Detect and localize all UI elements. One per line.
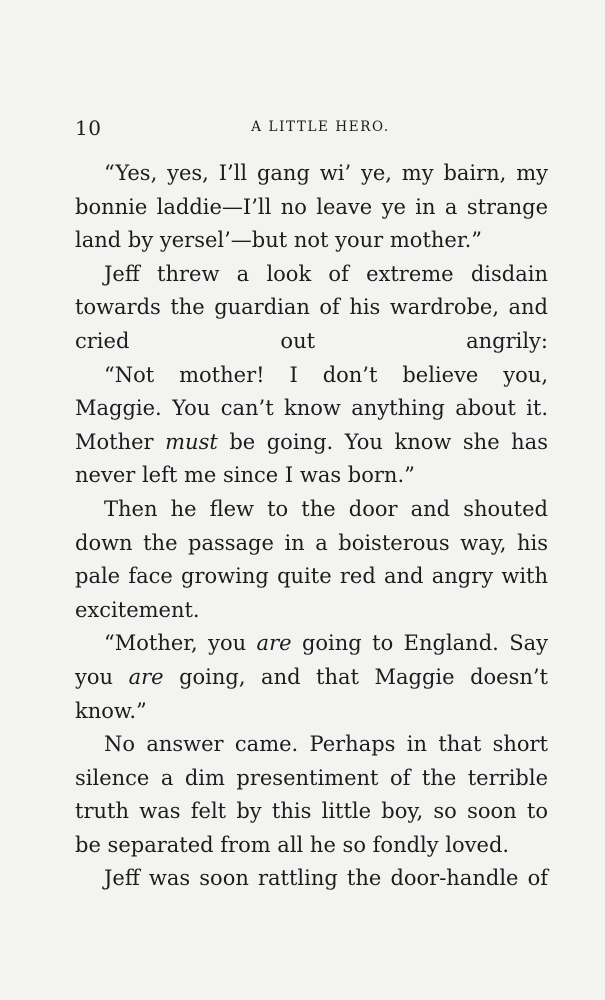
running-title: A LITTLE HERO.	[251, 119, 390, 135]
italic-emphasis: are	[128, 664, 164, 689]
text-segment: “Yes, yes, I’ll gang wi’ ye, my bairn, my bonnie laddie—I’ll no leave ye in a strange land by yersel’—but not your mother.”	[75, 161, 548, 253]
text-segment: going, and that Maggie doesn’t know.”	[75, 664, 548, 723]
italic-emphasis: must	[165, 429, 218, 454]
italic-emphasis: are	[256, 631, 292, 656]
text-segment: Jeff was soon rattling the door-handle of	[104, 866, 548, 891]
text-segment: No answer came. Perhaps in that short silence a dim presentiment of the terrible truth was felt by this little boy, so soon to be separated from all he so fondly loved.	[75, 732, 548, 857]
text-segment: Jeff threw a look of extreme disdain towards the guardian of his wardrobe, and cried out angrily:	[75, 261, 548, 353]
paragraph-6	[75, 728, 548, 862]
text-segment: going to England. Say you	[75, 631, 549, 689]
paragraph-2	[75, 258, 548, 359]
paragraph-3	[75, 359, 548, 493]
paragraph-5	[75, 627, 548, 728]
paragraph-4	[75, 493, 548, 627]
paragraph-1	[75, 157, 548, 258]
running-head	[75, 116, 548, 144]
text-segment: Then he flew to the door and shouted down the passage in a boisterous way, his pale face growing quite red and angry with excitement.	[75, 496, 548, 622]
text-segment: be going. You know she has never left me since I was born.”	[75, 429, 548, 488]
text-segment: “Mother, you	[104, 631, 257, 656]
page-number: 10	[75, 116, 102, 140]
body-text	[75, 157, 548, 896]
text-segment: “Not mother! I don’t believe you, Maggie. You can’t know anything about it. Mother	[75, 362, 548, 454]
paragraph-7	[75, 862, 548, 896]
